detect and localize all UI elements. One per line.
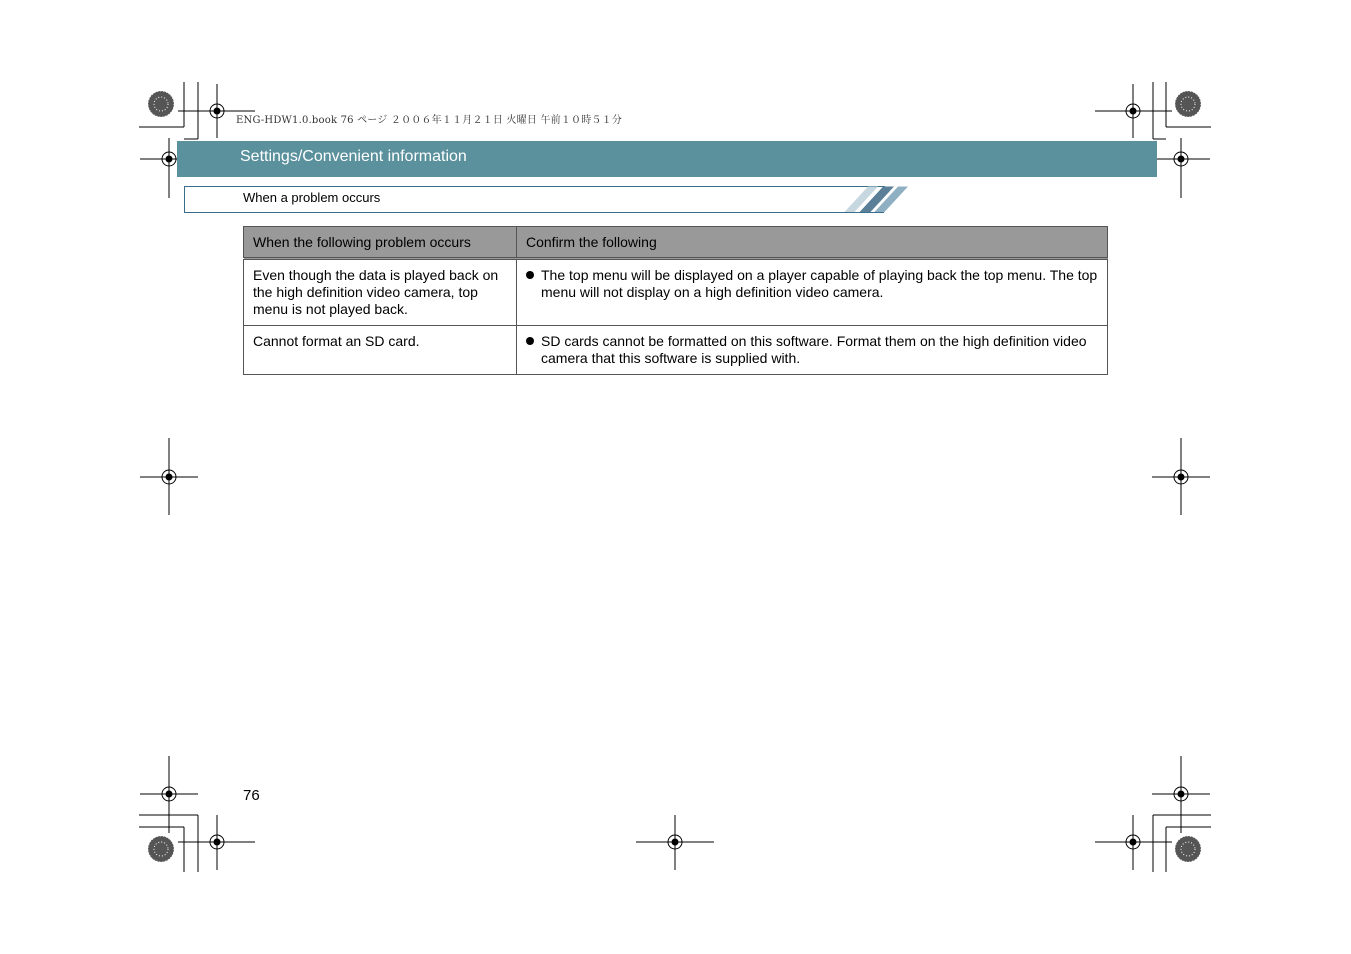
section-bar [177, 141, 1157, 177]
bullet-item [526, 267, 1098, 301]
crosshair-icon [178, 815, 255, 870]
subsection-tab [184, 186, 909, 213]
starburst-icon [1175, 91, 1201, 117]
solution-cell [517, 259, 1108, 326]
starburst-icon [1175, 836, 1201, 862]
crosshair-icon [140, 756, 198, 833]
bullet-item [526, 333, 1098, 367]
solution-text: The top menu will be displayed on a player capable of playing back the top menu. The top menu will not display on a high definition video camera. [541, 267, 1098, 300]
file-header: ENG-HDW1.0.book 76 ページ ２００６年１１月２１日 火曜日 午前１０時５１分 [236, 115, 623, 126]
table-row [244, 326, 1108, 375]
subsection-title: When a problem occurs [243, 190, 381, 205]
column-header-problem: When the following problem occurs [244, 227, 517, 259]
solution-cell [517, 326, 1108, 375]
table-header-row [244, 227, 1108, 259]
troubleshooting-table [243, 226, 1108, 375]
crosshair-icon [140, 438, 198, 515]
bullet-icon [526, 271, 534, 279]
solution-text: SD cards cannot be formatted on this software. Format them on the high definition video camera that this software is supplied with. [541, 333, 1087, 366]
crosshair-icon [1095, 815, 1172, 870]
problem-cell: Cannot format an SD card. [244, 326, 517, 375]
page-number: 76 [243, 787, 260, 804]
section-title: Settings/Convenient information [240, 148, 467, 165]
crosshair-icon [1095, 84, 1172, 138]
problem-cell: Even though the data is played back on the high definition video camera, top menu is not played back. [244, 259, 517, 326]
crosshair-icon [636, 815, 714, 870]
table-row [244, 259, 1108, 326]
crosshair-icon [1152, 138, 1210, 198]
starburst-icon [148, 836, 174, 862]
crosshair-icon [1152, 438, 1210, 515]
crosshair-icon [1152, 756, 1210, 833]
starburst-icon [148, 91, 174, 117]
column-header-confirm: Confirm the following [517, 227, 1108, 259]
bullet-icon [526, 337, 534, 345]
